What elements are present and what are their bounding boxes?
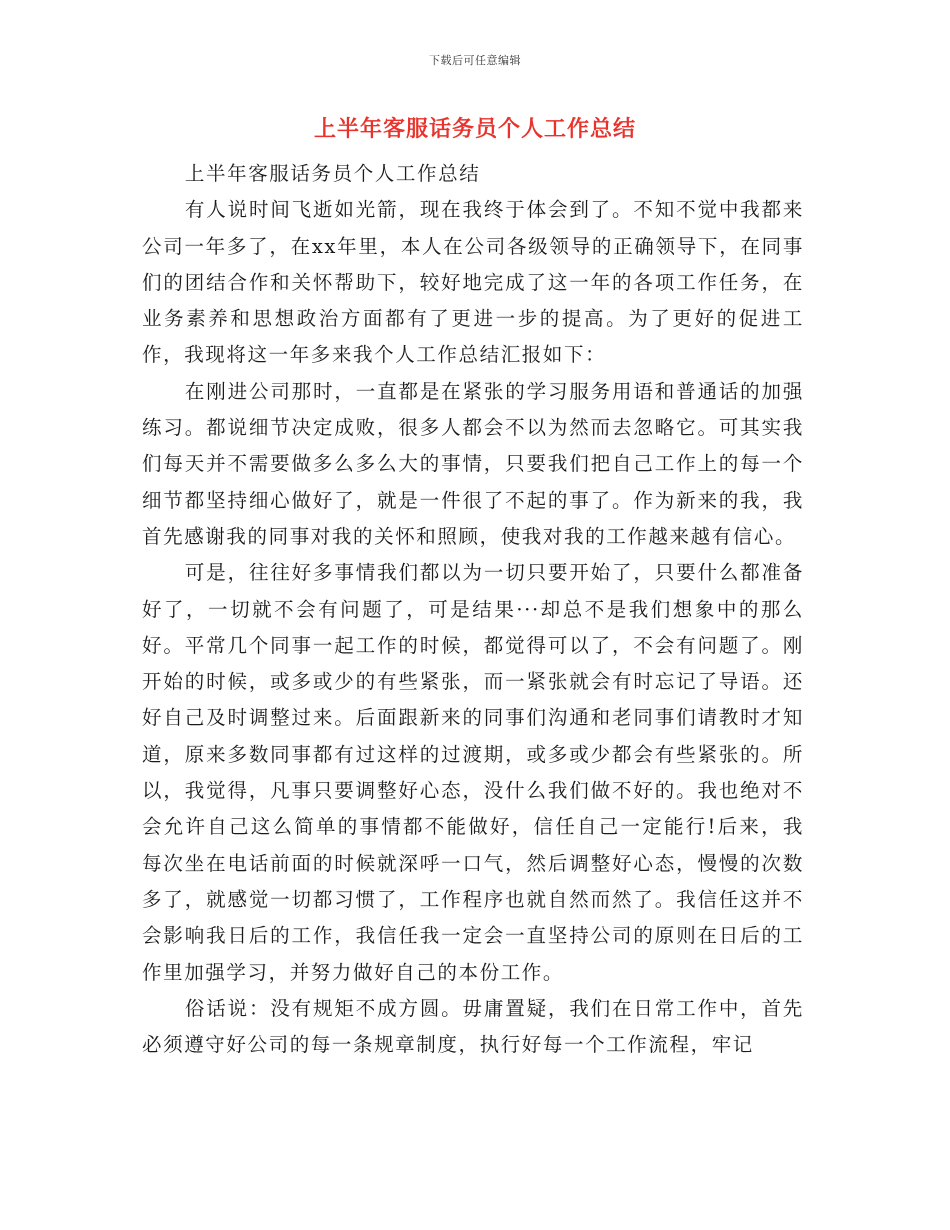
document-subtitle: 上半年客服话务员个人工作总结	[184, 162, 481, 185]
document-body	[142, 156, 804, 1063]
paragraph: 在刚进公司那时，一直都是在紧张的学习服务用语和普通话的加强练习。都说细节决定成败，很多人都会不以为然而去忽略它。可其实我们每天并不需要做多么多么大的事情，只要我们把自己工作上的每一个细节都坚持细心做好了，就是一件很了不起的事了。作为新来的我，我首先感谢我的同事对我的关怀和照顾，使我对我的工作越来越有信心。	[142, 379, 804, 548]
paragraph: 有人说时间飞逝如光箭，现在我终于体会到了。不知不觉中我都来公司一年多了，在xx年里，本人在公司各级领导的正确领导下，在同事们的团结合作和关怀帮助下，较好地完成了这一年的各项工作任务，在业务素养和思想政治方面都有了更进一步的提高。为了更好的促进工作，我现将这一年多来我个人工作总结汇报如下：	[142, 198, 804, 367]
document-title: 上半年客服话务员个人工作总结	[313, 117, 636, 142]
paragraph: 可是，往往好多事情我们都以为一切只要开始了，只要什么都准备好了，一切就不会有问题了，可是结果···却总不是我们想象中的那么好。平常几个同事一起工作的时候，都觉得可以了，不会有问题了。刚开始的时候，或多或少的有些紧张，而一紧张就会有时忘记了导语。还好自己及时调整过来。后面跟新来的同事们沟通和老同事们请教时才知道，原来多数同事都有过这样的过渡期，或多或少都会有些紧张的。所以，我觉得，凡事只要调整好心态，没什么我们做不好的。我也绝对不会允许自己这么简单的事情都不能做好，信任自己一定能行!后来，我每次坐在电话前面的时候就深呼一口气，然后调整好心态，慢慢的次数多了，就感觉一切都习惯了，工作程序也就自然而然了。我信任这并不会影响我日后的工作，我信任我一定会一直坚持公司的原则在日后的工作里加强学习，并努力做好自己的本份工作。	[142, 561, 804, 984]
header-note: 下载后可任意编辑	[429, 54, 521, 67]
paragraph: 俗话说：没有规矩不成方圆。毋庸置疑，我们在日常工作中，首先必须遵守好公司的每一条规章制度，执行好每一个工作流程，牢记	[142, 996, 804, 1057]
